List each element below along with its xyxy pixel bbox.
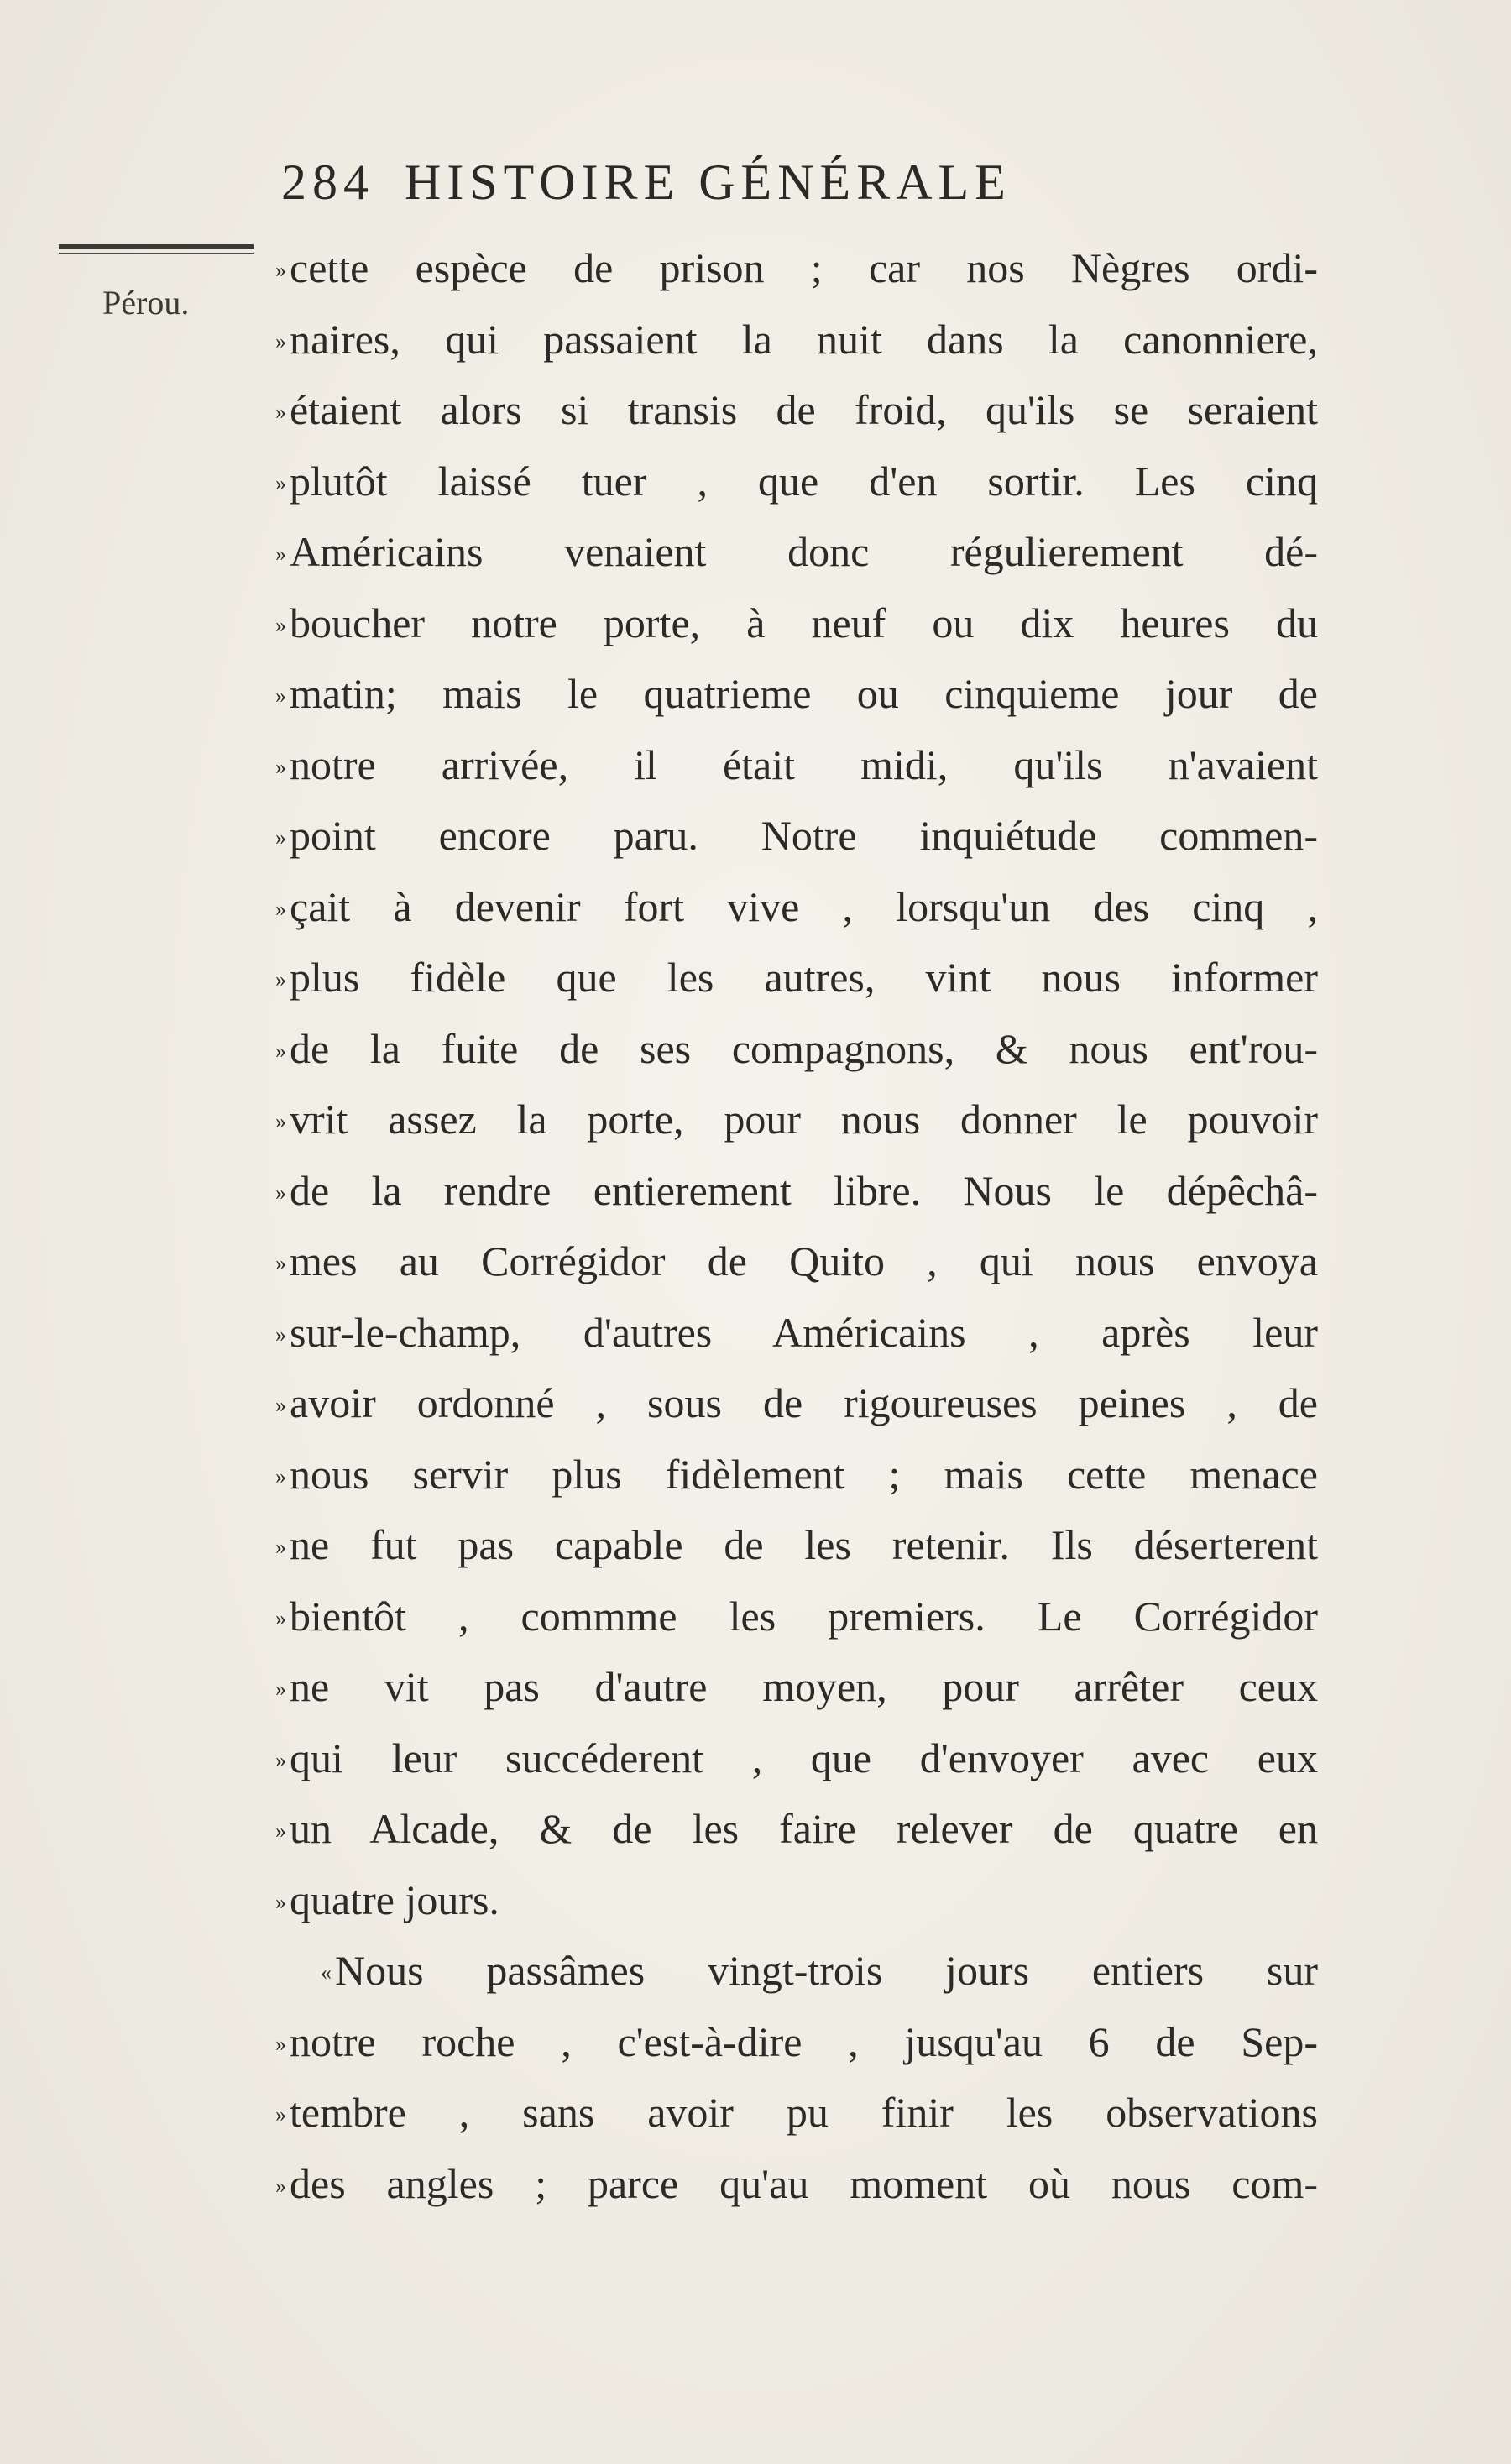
line-text: matin; mais le quatrieme ou cinquieme jour de <box>290 670 1318 717</box>
line-text: nous servir plus fidèlement ; mais cette menace <box>290 1450 1318 1498</box>
text-line <box>275 446 1318 517</box>
line-text: de la fuite de ses compagnons, & nous ent'rou- <box>290 1024 1318 1072</box>
text-line <box>275 1084 1318 1155</box>
quote-mark: » <box>275 612 285 637</box>
line-text: point encore paru. Notre inquiétude commen- <box>290 812 1318 859</box>
text-line <box>275 304 1318 375</box>
quote-mark: » <box>275 1109 285 1133</box>
line-text: ne vit pas d'autre moyen, pour arrêter ceux <box>290 1663 1318 1710</box>
line-text: ne fut pas capable de les retenir. Ils déserterent <box>290 1521 1318 1568</box>
text-line <box>275 1439 1318 1510</box>
line-text: quatre jours. <box>290 1875 499 1923</box>
text-line <box>275 1297 1318 1368</box>
text-line <box>275 1935 1318 2006</box>
line-text: vrit assez la porte, pour nous donner le pouvoir <box>290 1096 1318 1143</box>
text-line <box>275 658 1318 730</box>
quote-mark: » <box>275 1038 285 1063</box>
line-text: plus fidèle que les autres, vint nous informer <box>290 954 1318 1001</box>
line-text: notre roche , c'est-à-dire , jusqu'au 6 de Sep- <box>290 2017 1318 2065</box>
line-text: un Alcade, & de les faire relever de quatre en <box>290 1805 1318 1852</box>
line-text: cette espèce de prison ; car nos Nègres ordi- <box>290 244 1318 291</box>
line-text: sur-le-champ, d'autres Américains , après leur <box>290 1308 1318 1356</box>
line-text: notre arrivée, il était midi, qu'ils n'avaient <box>290 740 1318 788</box>
marginal-rule-thin <box>59 253 254 254</box>
quote-mark: » <box>275 896 285 921</box>
quote-mark: » <box>275 1889 285 1914</box>
text-line <box>275 1581 1318 1652</box>
quote-mark: « <box>321 1960 330 1985</box>
page-number: 284 <box>281 154 374 210</box>
quote-mark: » <box>275 2102 285 2127</box>
quote-mark: » <box>275 2173 285 2198</box>
text-line <box>275 1013 1318 1085</box>
text-line <box>275 1651 1318 1723</box>
quote-mark: » <box>275 683 285 708</box>
line-text: bientôt , commme les premiers. Le Corrégidor <box>290 1592 1318 1640</box>
text-line <box>275 1226 1318 1297</box>
text-line <box>275 588 1318 659</box>
text-line <box>275 871 1318 943</box>
quote-mark: » <box>275 967 285 991</box>
text-line <box>275 233 1318 304</box>
text-line <box>275 800 1318 871</box>
text-line <box>275 1155 1318 1227</box>
quote-mark: » <box>275 825 285 850</box>
line-text: plutôt laissé tuer , que d'en sortir. Les cinq <box>290 457 1318 505</box>
text-line <box>275 1793 1318 1865</box>
marginal-rule <box>59 244 254 249</box>
line-text: tembre , sans avoir pu finir les observations <box>290 2089 1318 2136</box>
quote-mark: » <box>275 1677 285 1701</box>
quote-mark: » <box>275 258 285 282</box>
text-line <box>275 2006 1318 2078</box>
quote-mark: » <box>275 1818 285 1843</box>
quote-mark: » <box>275 328 285 353</box>
quote-mark: » <box>275 1321 285 1347</box>
quote-mark: » <box>275 1535 285 1559</box>
quote-mark: » <box>275 2031 285 2056</box>
line-text: mes au Corrégidor de Quito , qui nous envoya <box>290 1237 1318 1284</box>
line-text: étaient alors si transis de froid, qu'ils se seraient <box>290 386 1318 433</box>
quote-mark: » <box>275 1251 285 1275</box>
quote-mark: » <box>275 1747 285 1772</box>
text-line <box>275 942 1318 1013</box>
quote-mark: » <box>275 1180 285 1205</box>
line-text: de la rendre entierement libre. Nous le dépêchâ- <box>290 1166 1318 1214</box>
header-title: HISTOIRE GÉNÉRALE <box>405 154 1012 210</box>
running-header <box>281 144 1188 220</box>
body-text <box>275 233 1318 2219</box>
text-line <box>275 516 1318 588</box>
line-text: avoir ordonné , sous de rigoureuses peines , de <box>290 1379 1318 1426</box>
quote-mark: » <box>275 1463 285 1488</box>
text-line <box>275 2077 1318 2148</box>
line-text: Nous passâmes vingt-trois jours entiers sur <box>335 1947 1318 1994</box>
quote-mark: » <box>275 754 285 779</box>
quote-mark: » <box>275 400 285 424</box>
quote-mark: » <box>275 541 285 566</box>
text-line <box>275 1723 1318 1794</box>
text-line <box>275 730 1318 801</box>
text-line <box>275 1368 1318 1439</box>
line-text: Américains venaient donc régulierement dé- <box>290 528 1318 575</box>
line-text: naires, qui passaient la nuit dans la canonniere, <box>290 315 1318 363</box>
text-line <box>275 1509 1318 1581</box>
quote-mark: » <box>275 1393 285 1417</box>
text-line <box>275 2148 1318 2220</box>
line-text: çait à devenir fort vive , lorsqu'un des cinq , <box>290 882 1318 930</box>
line-text: des angles ; parce qu'au moment où nous com- <box>290 2159 1318 2207</box>
line-text: boucher notre porte, à neuf ou dix heures du <box>290 599 1318 646</box>
text-line <box>275 374 1318 446</box>
line-text: qui leur succéderent , que d'envoyer avec eux <box>290 1734 1318 1781</box>
quote-mark: » <box>275 470 285 495</box>
quote-mark: » <box>275 1605 285 1630</box>
text-line <box>275 1865 1318 1936</box>
margin-note: Pérou. <box>102 284 190 322</box>
